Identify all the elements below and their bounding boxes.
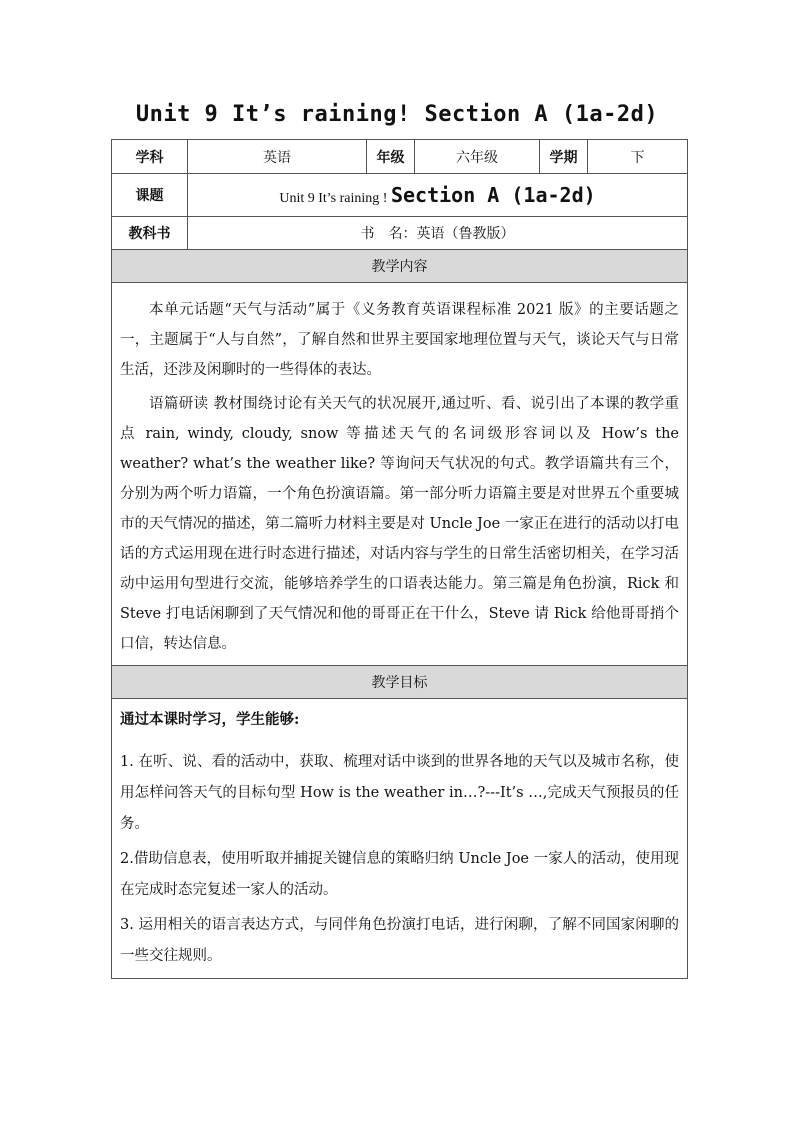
goals-row — [112, 699, 688, 979]
textbook-label: 教科书 — [112, 217, 188, 250]
subject-row — [112, 140, 688, 174]
term-label: 学期 — [540, 140, 588, 174]
goals-intro: 通过本课时学习，学生能够: — [120, 711, 300, 728]
topic-label: 课题 — [112, 174, 188, 217]
goal-item: 2.借助信息表，使用听取并捕捉关键信息的策略归纳 Uncle Joe 一家人的活动，使用现在完成时态完复述一家人的活动。 — [120, 851, 679, 898]
topic-value-unit: Unit 9 It’s raining ! — [279, 191, 391, 206]
grade-label: 年级 — [367, 140, 415, 174]
textbook-row — [112, 217, 688, 250]
goal-item: 1. 在听、说、看的活动中，获取、梳理对话中谈到的世界各地的天气以及城市名称，使用怎样问答天气的目标句型 How is the weather in…?---It’s …,完成天气预报员的任务。 — [120, 754, 679, 832]
topic-row — [112, 174, 688, 217]
content-paragraph: 语篇研读 教材围绕讨论有关天气的状况展开,通过听、看、说引出了本课的教学重点 rain, windy, cloudy, snow 等描述天气的名词级形容词以及 How’s the weather? what’s the weather like? 等询问天气状况的句式。教学语篇共有三个，分别为两个听力语篇，一个角色扮演语篇。第一部分听力语篇主要是对世界五个重要城市的天气情况的描述，第二篇听力材料主要是对 Uncle Joe 一家正在进行的活动以打电话的方式运用现在进行时态进行描述，对话内容与学生的日常生活密切相关，在学习活动中运用句型进行交流，能够培养学生的口语表达能力。第三篇是角色扮演，Rick 和 Steve 打电话闲聊到了天气情况和他的哥哥正在干什么，Steve 请 Rick 给他哥哥捎个口信，转达信息。 — [120, 396, 679, 652]
subject-value: 英语 — [188, 140, 367, 174]
term-value: 下 — [588, 140, 688, 174]
content-paragraph: 本单元话题“天气与活动”属于《义务教育英语课程标准 2021 版》的主要话题之一，主题属于“人与自然”，了解自然和世界主要国家地理位置与天气，谈论天气与日常生活，还涉及闲聊时的一些得体的表达。 — [120, 302, 679, 378]
topic-value-section: Section A (1a-2d) — [390, 183, 596, 207]
content-row — [112, 283, 688, 666]
content-body — [112, 283, 688, 666]
goals-header: 教学目标 — [112, 666, 688, 699]
lesson-plan-table — [111, 139, 688, 979]
goal-item: 3. 运用相关的语言表达方式，与同伴角色扮演打电话，进行闲聊，了解不同国家闲聊的一些交往规则。 — [120, 917, 679, 964]
content-header-row — [112, 250, 688, 283]
document-title: Unit 9 It’s raining! Section A (1a-2d) — [135, 102, 659, 127]
content-header: 教学内容 — [112, 250, 688, 283]
textbook-value: 书 名：英语（鲁教版） — [188, 217, 688, 250]
goals-header-row — [112, 666, 688, 699]
grade-value: 六年级 — [415, 140, 540, 174]
subject-label: 学科 — [112, 140, 188, 174]
goals-body — [112, 699, 688, 979]
topic-value — [188, 174, 688, 217]
